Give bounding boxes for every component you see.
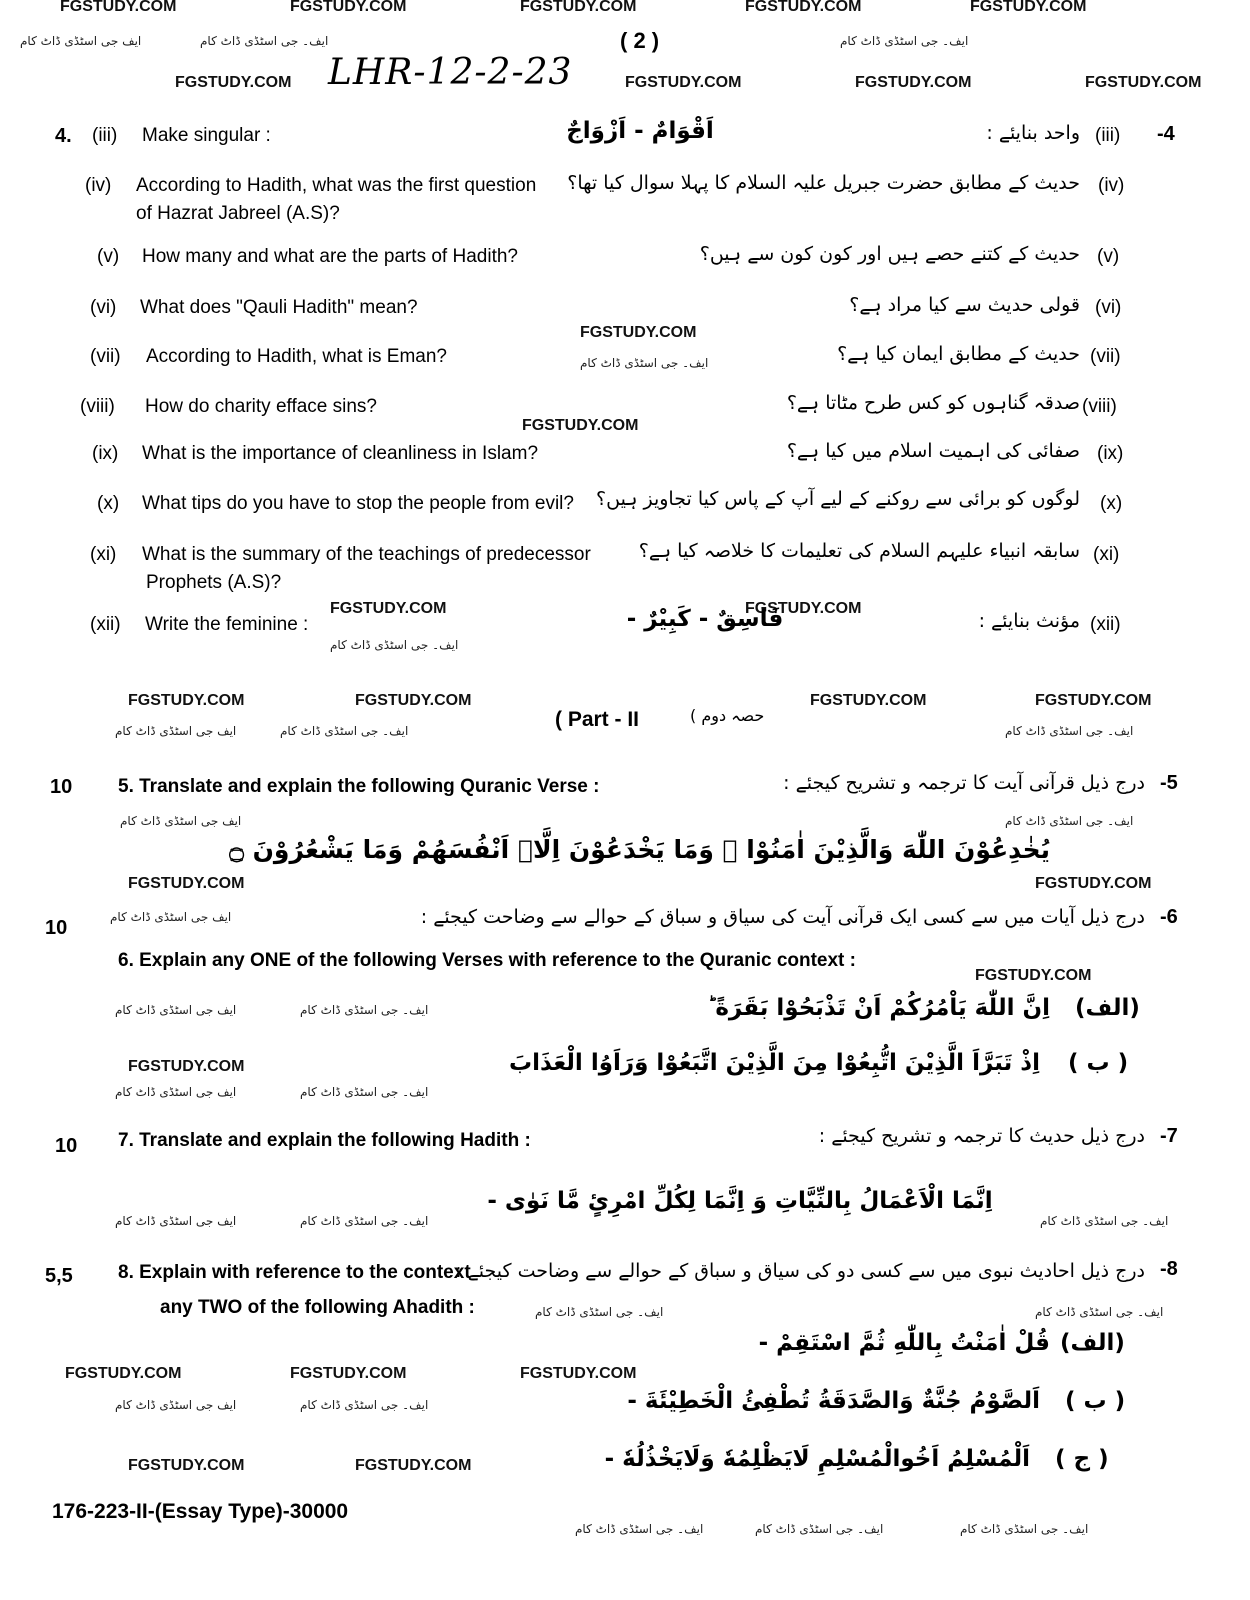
item-number: (xii) (1090, 614, 1121, 635)
watermark-urdu: ایف۔ جی اسٹڈی ڈاٹ کام (300, 1398, 429, 1412)
watermark: FGSTUDY.COM (175, 74, 292, 91)
watermark: FGSTUDY.COM (60, 0, 177, 15)
item-number: (ix) (92, 443, 119, 464)
board-handwritten: LHR-12-2-23 (328, 52, 573, 93)
watermark: FGSTUDY.COM (128, 1457, 245, 1474)
question-text: 7. Translate and explain the following Hadith : (118, 1130, 531, 1151)
hadith-b: اَلصَّوْمُ جُنَّةٌ وَالصَّدَقَةُ تُطْفِئُ الْخَطِیْئَةَ - (627, 1388, 1040, 1414)
watermark: FGSTUDY.COM (290, 1365, 407, 1382)
watermark: FGSTUDY.COM (970, 0, 1087, 15)
watermark: FGSTUDY.COM (1035, 875, 1152, 892)
question-text: According to Hadith, what is Eman? (146, 346, 447, 367)
verse-b: اِذْ تَبَرَّاَ الَّذِیْنَ اتُّبِعُوْا مِنَ الَّذِیْنَ اتَّبَعُوْا وَرَاَوُا الْعَذَابَ (509, 1050, 1040, 1076)
verse-a: اِنَّ اللّٰهَ یَاْمُرُكُمْ اَنْ تَذْبَحُوْا بَقَرَةً ؕ (707, 995, 1050, 1021)
item-number: (v) (97, 246, 120, 267)
watermark-urdu: ایف۔ جی اسٹڈی ڈاٹ کام (330, 638, 459, 652)
marks: 10 (50, 776, 73, 798)
verse-label: (الف) (1075, 995, 1140, 1021)
watermark-urdu: ایف۔ جی اسٹڈی ڈاٹ کام (300, 1214, 429, 1228)
quranic-verse: یُخٰدِعُوْنَ اللّٰهَ وَالَّذِیْنَ اٰمَنُوْا ۚ وَمَا یَخْدَعُوْنَ اِلَّاۤ اَنْفُسَهُمْ وَمَا یَشْعُرُوْنَ ۝ (229, 835, 1050, 864)
watermark: FGSTUDY.COM (745, 600, 862, 617)
item-number: (iv) (1098, 175, 1125, 196)
question-text: Prophets (A.S)? (146, 572, 282, 593)
watermark-urdu: ایف۔ جی اسٹڈی ڈاٹ کام (300, 1003, 429, 1017)
question-text-urdu: صفائی کی اہمیت اسلام میں کیا ہے؟ (786, 440, 1080, 462)
question-text: What tips do you have to stop the people from evil? (142, 493, 574, 514)
watermark: FGSTUDY.COM (520, 0, 637, 15)
question-text-urdu: درج ذیل حدیث کا ترجمہ و تشریح کیجئے : (818, 1125, 1145, 1147)
part-heading-urdu: حصہ دوم ) (690, 706, 765, 725)
paper-code: 176-223-II-(Essay Type)-30000 (52, 1500, 349, 1523)
watermark: FGSTUDY.COM (128, 692, 245, 709)
watermark: FGSTUDY.COM (1035, 692, 1152, 709)
question-text: 6. Explain any ONE of the following Verses with reference to the Quranic context : (118, 950, 856, 971)
question-number-urdu: -5 (1160, 772, 1178, 794)
arabic-words: فَاسِقٌ - کَبِیْرٌ - (626, 606, 784, 632)
watermark: FGSTUDY.COM (520, 1365, 637, 1382)
watermark: FGSTUDY.COM (580, 324, 697, 341)
question-text: What is the importance of cleanliness in Islam? (142, 443, 539, 464)
watermark-urdu: ایف جی اسٹڈی ڈاٹ کام (115, 724, 237, 738)
question-text-urdu: مؤنث بنایئے : (978, 610, 1080, 632)
question-text: According to Hadith, what was the first question (136, 175, 537, 196)
marks: 10 (55, 1135, 78, 1157)
question-text-urdu: حدیث کے مطابق حضرت جبریل علیہ السلام کا پہلا سوال کیا تھا؟ (567, 172, 1080, 194)
watermark: FGSTUDY.COM (745, 0, 862, 15)
question-text-urdu: حدیث کے کتنے حصے ہیں اور کون کون سے ہیں؟ (699, 243, 1080, 265)
watermark: FGSTUDY.COM (128, 1058, 245, 1075)
watermark-urdu: ایف جی اسٹڈی ڈاٹ کام (115, 1398, 237, 1412)
watermark: FGSTUDY.COM (128, 875, 245, 892)
question-number: 4. (55, 125, 72, 147)
question-text: How do charity efface sins? (145, 396, 377, 417)
hadith-label: ( ب ) (1065, 1388, 1126, 1414)
watermark-urdu: ایف۔ جی اسٹڈی ڈاٹ کام (580, 356, 709, 370)
hadith-label: ( ج ) (1055, 1446, 1109, 1472)
arabic-words: اَقْوَامٌ - اَزْوَاجٌ (566, 118, 714, 144)
marks: 10 (45, 917, 68, 939)
watermark: FGSTUDY.COM (355, 692, 472, 709)
hadith-text: اِنَّمَا الْاَعْمَالُ بِالنِّیَّاتِ وَ اِنَّمَا لِكُلِّ امْرِئٍ مَّا نَوٰی - (487, 1188, 993, 1214)
question-text: What is the summary of the teachings of predecessor (142, 544, 591, 565)
question-text: 8. Explain with reference to the context (118, 1262, 471, 1283)
question-number-urdu: -6 (1160, 906, 1178, 928)
hadith-a: قُلْ اٰمَنْتُ بِاللّٰهِ ثُمَّ اسْتَقِمْ - (758, 1330, 1050, 1356)
question-number-urdu: -7 (1160, 1125, 1178, 1147)
watermark-urdu: ایف۔ جی اسٹڈی ڈاٹ کام (1040, 1214, 1169, 1228)
item-number: (vii) (1090, 346, 1121, 367)
item-number: (x) (97, 493, 120, 514)
question-text: of Hazrat Jabreel (A.S)? (136, 203, 340, 224)
watermark-urdu: ایف۔ جی اسٹڈی ڈاٹ کام (755, 1522, 884, 1536)
watermark: FGSTUDY.COM (1085, 74, 1202, 91)
marks: 5,5 (45, 1265, 73, 1287)
page-number: ( 2 ) (620, 28, 660, 53)
item-number: (viii) (1082, 396, 1117, 417)
question-number-urdu: -4 (1157, 123, 1175, 145)
watermark-urdu: ایف۔ جی اسٹڈی ڈاٹ کام (575, 1522, 704, 1536)
hadith-label: (الف) (1060, 1330, 1125, 1356)
verse-label: ( ب ) (1068, 1050, 1129, 1076)
watermark-urdu: ایف جی اسٹڈی ڈاٹ کام (115, 1003, 237, 1017)
watermark-urdu: ایف جی اسٹڈی ڈاٹ کام (110, 910, 232, 924)
item-number: (vi) (90, 297, 117, 318)
item-number: (vii) (90, 346, 121, 367)
watermark: FGSTUDY.COM (810, 692, 927, 709)
item-number: (xi) (90, 544, 117, 565)
watermark-urdu: ایف جی اسٹڈی ڈاٹ کام (120, 814, 242, 828)
question-text-urdu: درج ذیل احادیث نبوی میں سے کسی دو کی سیاق و سباق کے حوالے سے وضاحت کیجئے : (455, 1260, 1145, 1282)
watermark: FGSTUDY.COM (625, 74, 742, 91)
watermark-urdu: ایف جی اسٹڈی ڈاٹ کام (115, 1214, 237, 1228)
watermark-urdu: ایف۔ جی اسٹڈی ڈاٹ کام (840, 34, 969, 48)
question-number-urdu: -8 (1160, 1258, 1178, 1280)
item-number: (iv) (85, 175, 112, 196)
item-number: (xii) (90, 614, 121, 635)
question-text-urdu: حدیث کے مطابق ایمان کیا ہے؟ (837, 343, 1080, 365)
watermark: FGSTUDY.COM (290, 0, 407, 15)
question-text: 5. Translate and explain the following Quranic Verse : (118, 776, 600, 797)
item-number: (vi) (1095, 297, 1122, 318)
question-text-urdu: سابقہ انبیاء علیہم السلام کی تعلیمات کا خلاصہ کیا ہے؟ (638, 540, 1080, 562)
question-text: any TWO of the following Ahadith : (160, 1297, 475, 1318)
watermark: FGSTUDY.COM (65, 1365, 182, 1382)
item-number: (ix) (1097, 443, 1124, 464)
watermark: FGSTUDY.COM (855, 74, 972, 91)
part-heading: ( Part - II (555, 708, 640, 731)
watermark-urdu: ایف۔ جی اسٹڈی ڈاٹ کام (1005, 724, 1134, 738)
watermark: FGSTUDY.COM (355, 1457, 472, 1474)
watermark: FGSTUDY.COM (522, 417, 639, 434)
watermark-urdu: ایف۔ جی اسٹڈی ڈاٹ کام (1005, 814, 1134, 828)
question-text-urdu: صدقہ گناہوں کو کس طرح مٹاتا ہے؟ (786, 392, 1080, 414)
item-number: (viii) (80, 396, 115, 417)
watermark-urdu: ایف۔ جی اسٹڈی ڈاٹ کام (280, 724, 409, 738)
question-text: Make singular : (142, 125, 271, 146)
item-number: (v) (1097, 246, 1120, 267)
watermark-urdu: ایف۔ جی اسٹڈی ڈاٹ کام (535, 1305, 664, 1319)
watermark: FGSTUDY.COM (330, 600, 447, 617)
question-text-urdu: لوگوں کو برائی سے روکنے کے لیے آپ کے پاس کیا تجاویز ہیں؟ (596, 488, 1080, 510)
watermark-urdu: ایف۔ جی اسٹڈی ڈاٹ کام (300, 1085, 429, 1099)
watermark-urdu: ایف جی اسٹڈی ڈاٹ کام (115, 1085, 237, 1099)
question-text: Write the feminine : (145, 614, 309, 635)
watermark-urdu: ایف۔ جی اسٹڈی ڈاٹ کام (1035, 1305, 1164, 1319)
watermark: FGSTUDY.COM (975, 967, 1092, 984)
question-text-urdu: درج ذیل قرآنی آیت کا ترجمہ و تشریح کیجئے : (783, 772, 1145, 794)
hadith-c: اَلْمُسْلِمُ اَخُوالْمُسْلِمِ لَایَظْلِمُهٗ وَلَایَخْذُلُهٗ - (604, 1446, 1030, 1472)
item-number: (xi) (1093, 544, 1120, 565)
question-text: How many and what are the parts of Hadith? (142, 246, 518, 267)
watermark-urdu: ایف۔ جی اسٹڈی ڈاٹ کام (200, 34, 329, 48)
item-number: (iii) (1095, 125, 1121, 146)
question-text-urdu: واحد بنایئے : (986, 122, 1080, 144)
item-number: (iii) (92, 125, 118, 146)
watermark-urdu: ایف جی اسٹڈی ڈاٹ کام (20, 34, 142, 48)
question-text-urdu: درج ذیل آیات میں سے کسی ایک قرآنی آیت کی سیاق و سباق کے حوالے سے وضاحت کیجئے : (420, 906, 1145, 928)
watermark-urdu: ایف۔ جی اسٹڈی ڈاٹ کام (960, 1522, 1089, 1536)
question-text: What does "Qauli Hadith" mean? (140, 297, 418, 318)
question-text-urdu: قولی حدیث سے کیا مراد ہے؟ (849, 294, 1080, 316)
item-number: (x) (1100, 493, 1123, 514)
